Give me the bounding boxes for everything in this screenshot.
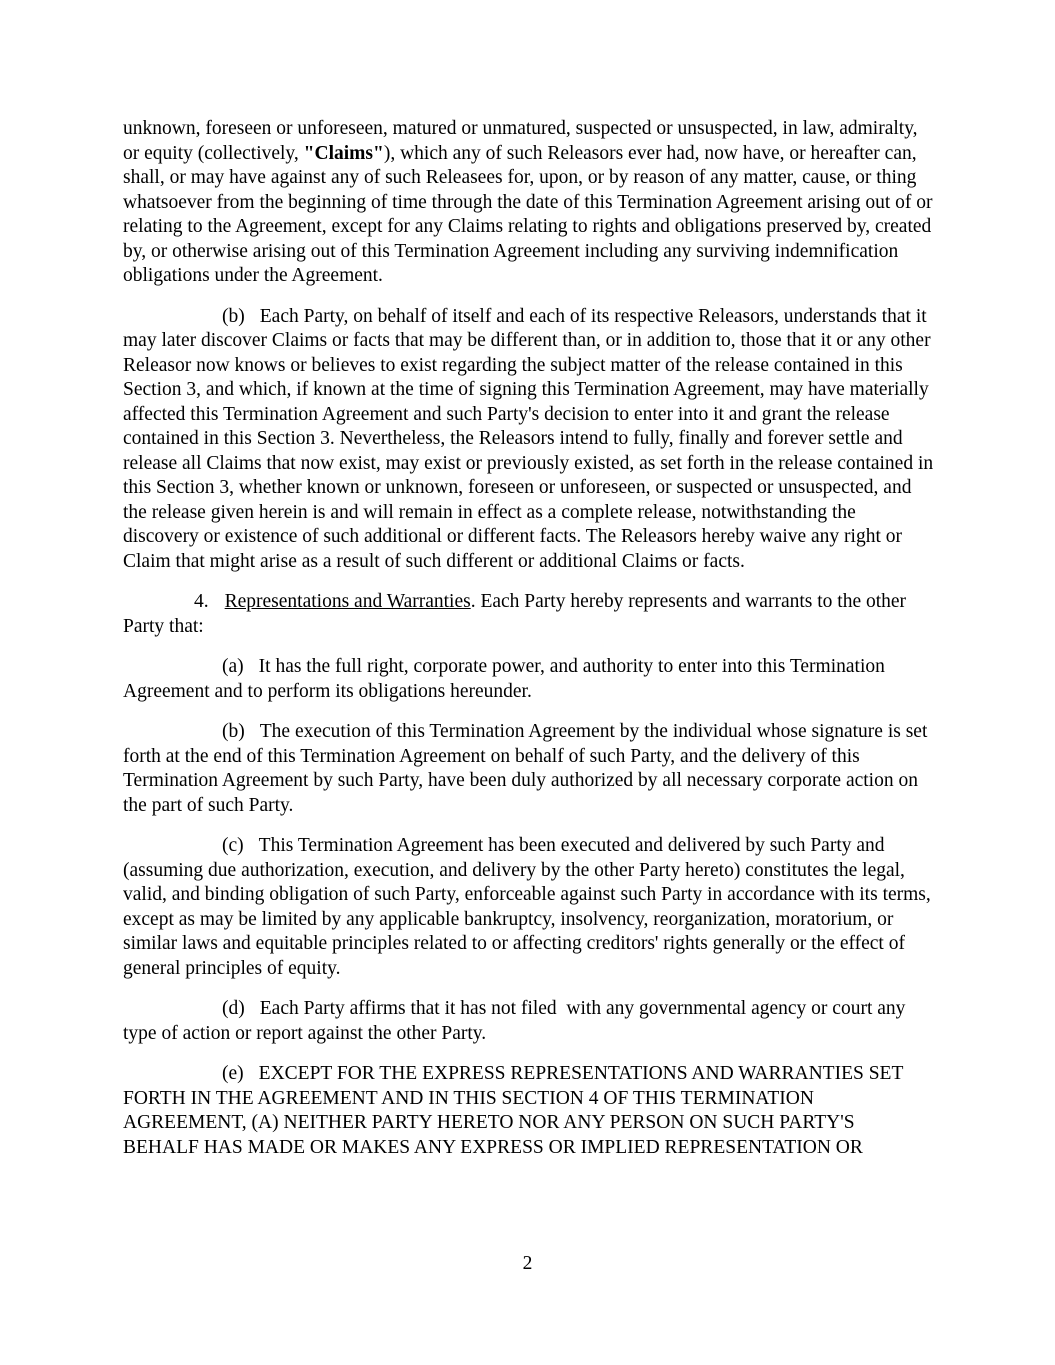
list-marker: (e) [222, 1063, 244, 1084]
section-4-heading-paragraph [123, 590, 935, 639]
section-number: 4. [194, 591, 209, 612]
document-body [123, 117, 938, 1160]
list-marker: (a) [222, 656, 244, 677]
list-marker: (b) [222, 305, 245, 327]
paragraph-section4-a [123, 655, 935, 704]
paragraph-text: unknown, foreseen or unforeseen, matured or unmatured, suspected or unsuspected, in law, admiralty, or equity (collectively, [123, 118, 923, 164]
paragraph-section4-d [123, 997, 935, 1046]
defined-term-claims: "Claims" [303, 142, 384, 164]
section-title: Representations and Warranties [224, 591, 471, 612]
paragraph-release-continuation [123, 117, 938, 289]
paragraph-text: . Each Party hereby represents and warrants to the other Party that: [123, 591, 911, 637]
paragraph-text: Each Party, on behalf of itself and each of its respective Releasors, understands that it may later discover Claims or facts that may be different than, or in addition to, those that it or any other Releasor now knows or believes to exist regarding the subject matter of the release contained in this Section 3, and which, if known at the time of signing this Termination Agreement, may have materially affected this Termination Agreement and such Party's decision to enter into it and grant the release contained in this Section 3. Nevertheless, the Releasors intend to fully, finally and forever settle and release all Claims that now exist, may exist or previously existed, as set forth in the release contained in this Section 3, whether known or unknown, foreseen or unforeseen, or suspected or unsuspected, and the release given herein is and will remain in effect as a complete release, notwithstanding the discovery or existence of such additional or different facts. The Releasors hereby waive any right or Claim that might arise as a result of such different or additional Claims or facts. [123, 305, 938, 572]
list-marker: (b) [222, 721, 245, 742]
list-marker: (d) [222, 998, 245, 1019]
paragraph-text: It has the full right, corporate power, and authority to enter into this Termination Agreement and to perform its obligations hereunder. [123, 656, 889, 702]
paragraph-text: This Termination Agreement has been executed and delivered by such Party and (assuming due authorization, execution, and delivery by the other Party hereto) constitutes the legal, valid, and binding obligation of such Party, enforceable against such Party in accordance with its terms, except as may be limited by any applicable bankruptcy, insolvency, reorganization, moratorium, or similar laws and equitable principles related to or affecting creditors' rights generally or the effect of general principles of equity. [123, 835, 936, 979]
list-marker: (c) [222, 835, 244, 856]
paragraph-text: The execution of this Termination Agreement by the individual whose signature is set forth at the end of this Termination Agreement on behalf of such Party, and the delivery of this Termination Agreement by such Party, have been duly authorized by all necessary corporate action on the part of such Party. [123, 721, 933, 816]
paragraph-text: Each Party affirms that it has not filed with any governmental agency or court any type of action or report against the other Party. [123, 998, 911, 1044]
page-number: 2 [522, 1253, 533, 1274]
paragraph-section4-e [123, 1062, 935, 1160]
paragraph-section4-c [123, 834, 935, 981]
paragraph-text: EXCEPT FOR THE EXPRESS REPRESENTATIONS AND WARRANTIES SET FORTH IN THE AGREEMENT AND IN THIS SECTION 4 OF THIS TERMINATION AGREEMENT, (A) NEITHER PARTY HERETO NOR ANY PERSON ON SUCH PARTY'S BEHALF HAS MADE OR MAKES ANY EXPRESS OR IMPLIED REPRESENTATION OR [123, 1063, 908, 1158]
paragraph-text: ), which any of such Releasors ever had, now have, or hereafter can, shall, or may have against any of such Releasees for, upon, or by reason of any matter, cause, or thing whatsoever from the beginning of time through the date of this Termination Agreement arising out of or relating to the Agreement, except for any Claims relating to rights and obligations preserved by, created by, or otherwise arising out of this Termination Agreement including any surviving indemnification obligations under the Agreement. [123, 142, 938, 286]
paragraph-section3-b [123, 305, 938, 575]
paragraph-section4-b [123, 720, 935, 818]
